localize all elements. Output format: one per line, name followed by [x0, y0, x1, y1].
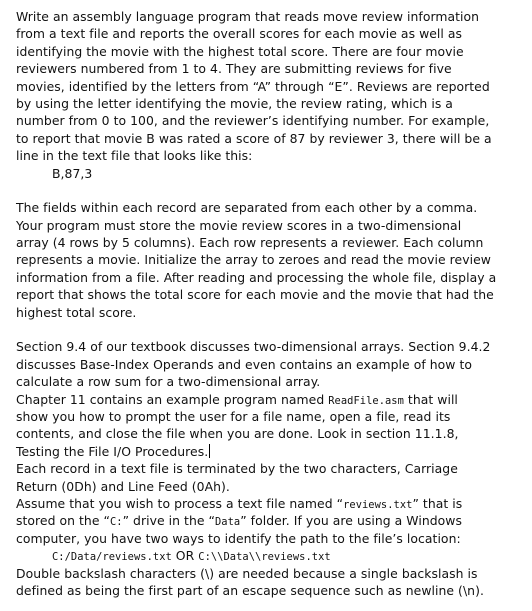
text-span: ” folder. If you are using a Windows: [240, 513, 462, 529]
text-line: Return (0Dh) and Line Feed (0Ah).: [16, 478, 230, 494]
text-span: Assume that you wish to process a text file named “: [16, 495, 344, 511]
array-paragraph: [16, 199, 516, 321]
paragraph-spacer: [16, 321, 516, 338]
code-filename: ReadFile.asm: [328, 394, 404, 407]
code-path-forward-slash: C:/Data/reviews.txt: [52, 551, 172, 564]
text-line: from a text file and reports the overall scores for each movie as well as: [16, 26, 463, 42]
code-folder: Data: [214, 516, 241, 529]
text-line: highest total score.: [16, 304, 137, 320]
code-filename: reviews.txt: [343, 498, 413, 511]
text-line: information from a file. After reading and processing the whole file, display a: [16, 269, 497, 285]
text-line: The fields within each record are separated from each other by a comma.: [16, 200, 478, 216]
text-span: ” drive in the “: [122, 513, 215, 529]
text-span: stored on the “: [16, 513, 110, 529]
chapter11-paragraph: [16, 391, 516, 461]
text-span: Testing the File I/O Procedures.: [16, 443, 209, 459]
text-line: movies, identified by the letters from “A” through “E”. Reviews are reported: [16, 78, 490, 94]
text-span: ” that is: [412, 495, 463, 511]
text-line: calculate a row sum for a two-dimensional array.: [16, 374, 321, 390]
text-line: Double backslash characters (\) are needed because a single backslash is: [16, 565, 478, 581]
text-line: defined as being the first part of an escape sequence such as newline (\n).: [16, 582, 484, 598]
text-line: to report that movie B was rated a score of 87 by reviewer 3, there will be a: [16, 130, 492, 146]
intro-paragraph: [16, 8, 516, 182]
text-line: Your program must store the movie review scores in a two-dimensional: [16, 217, 462, 233]
text-line: computer, you have two ways to identify the path to the file’s location:: [16, 530, 461, 546]
record-terminator-paragraph: [16, 460, 516, 495]
text-line: represents a movie. Initialize the array to zeroes and read the movie review: [16, 252, 491, 268]
text-cursor: [209, 444, 210, 458]
text-span: OR: [171, 548, 199, 564]
code-drive: C:: [109, 516, 123, 529]
text-line: Each record in a text file is terminated by the two characters, Carriage: [16, 461, 458, 477]
path-examples-line: [16, 547, 516, 564]
paragraph-spacer: [16, 182, 516, 199]
text-line: contents, and close the file when you are done. Look in section 11.1.8,: [16, 426, 459, 442]
text-line: show you how to prompt the user for a file name, open a file, read its: [16, 408, 451, 424]
text-line: reviewers numbered from 1 to 4. They are submitting reviews for five: [16, 61, 452, 77]
text-line: array (4 rows by 5 columns). Each row represents a reviewer. Each column: [16, 235, 484, 251]
text-line: discusses Base-Index Operands and even contains an example of how to: [16, 356, 472, 372]
code-path-double-backslash: C:\\Data\\reviews.txt: [198, 551, 331, 564]
text-line: [16, 443, 516, 460]
text-span: Chapter 11 contains an example program named: [16, 391, 329, 407]
backslash-paragraph: [16, 565, 516, 600]
document-body: [16, 8, 516, 599]
text-line: Section 9.4 of our textbook discusses two-dimensional arrays. Section 9.4.2: [16, 339, 491, 355]
text-line: [16, 512, 516, 529]
textbook-paragraph: [16, 338, 516, 390]
text-line: identifying the movie with the highest total score. There are four movie: [16, 43, 464, 59]
text-line: number from 0 to 100, and the reviewer’s identifying number. For example,: [16, 113, 490, 129]
text-line: by using the letter identifying the movie, the review rating, which is a: [16, 95, 453, 111]
text-line: line in the text file that looks like this:: [16, 148, 253, 164]
text-line: Write an assembly language program that reads move review information: [16, 9, 480, 24]
text-span: that will: [403, 391, 458, 407]
text-line: [16, 495, 516, 512]
example-record-line: B,87,3: [52, 165, 93, 181]
text-line: report that shows the total score for each movie and the movie that had the: [16, 287, 494, 303]
file-path-paragraph: [16, 495, 516, 565]
text-line: [16, 391, 516, 408]
